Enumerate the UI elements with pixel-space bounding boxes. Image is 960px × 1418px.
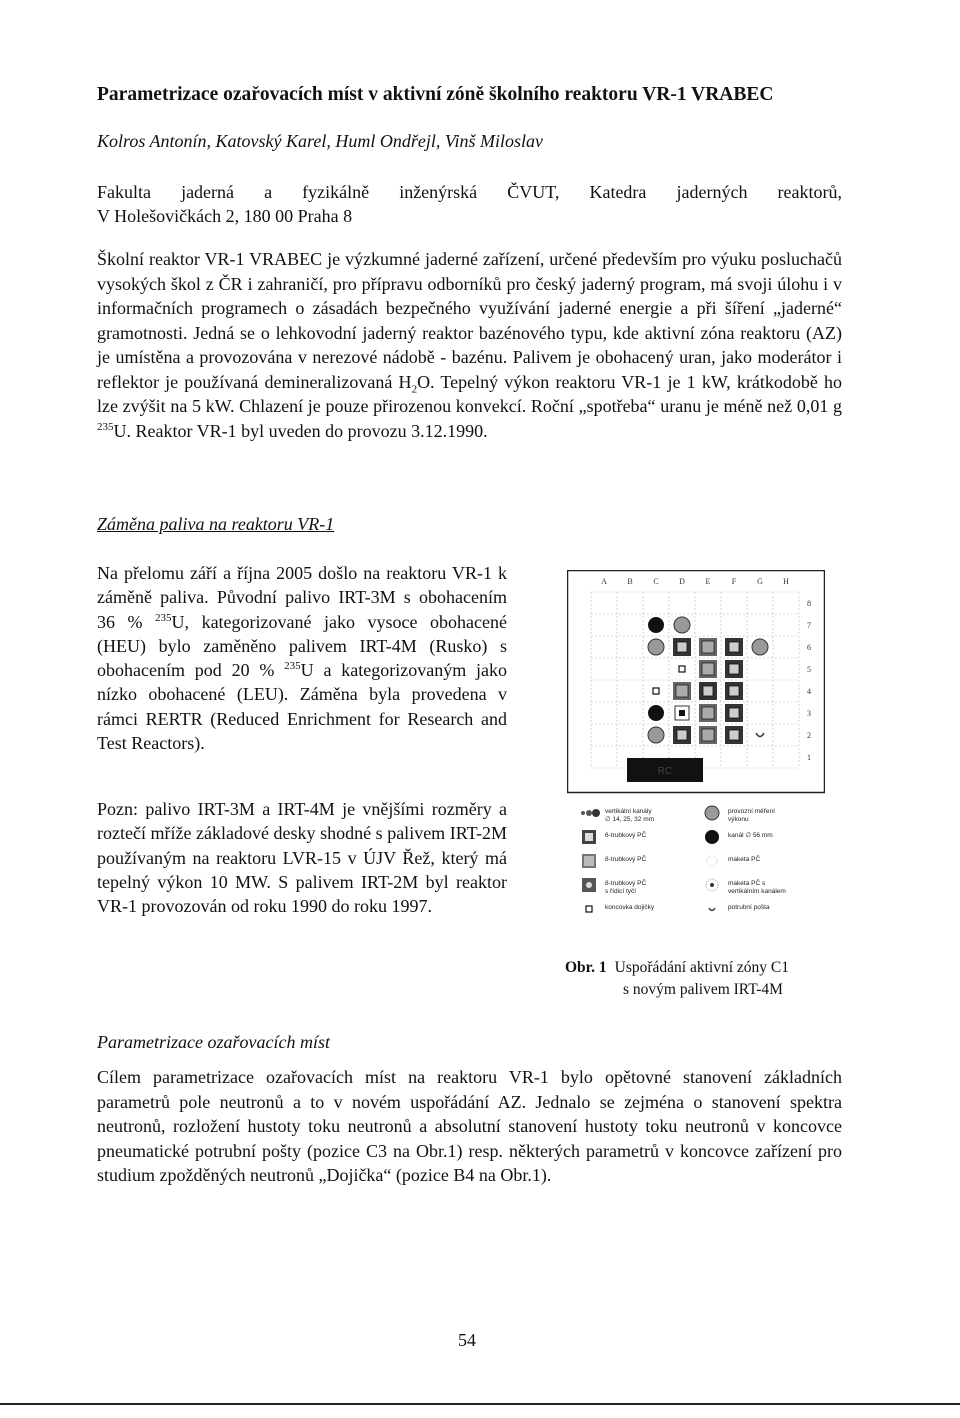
fuel-6tube-icon [582, 830, 596, 844]
core-cell-fuel6 [673, 638, 691, 656]
legend-text: provozní měření [728, 808, 775, 815]
core-cell-fuel8 [699, 638, 717, 656]
footer-rule [0, 1403, 960, 1405]
core-cell-fuel6 [699, 682, 717, 700]
core-layout-figure [567, 570, 825, 940]
column-label: H [783, 577, 789, 586]
legend-text: 6-trubkový PČ [605, 832, 647, 839]
column-label: G [757, 577, 763, 586]
affiliation-line-1 [97, 180, 842, 204]
affiliation-word: fyzikálně [302, 182, 370, 202]
legend-text: maketa PČ s [728, 880, 766, 887]
legend-text: 8-trubkový PČ [605, 856, 647, 863]
affiliation-word: a [264, 182, 273, 202]
column-label: C [653, 577, 659, 586]
core-cell-small [679, 666, 685, 672]
legend-text: koncovka dojičky [605, 904, 655, 911]
affiliation-line-2: V Holešovičkách 2, 180 00 Praha 8 [97, 206, 353, 226]
page-number: 54 [458, 1330, 476, 1350]
core-cell-fuel8 [673, 682, 691, 700]
row-label: 3 [807, 709, 811, 718]
core-cell-fuel8 [699, 660, 717, 678]
core-cell-small [653, 688, 659, 694]
row-label: 8 [807, 599, 811, 608]
legend-text: vertikálním kanálem [728, 888, 786, 895]
row-label: 2 [807, 731, 811, 740]
affiliation-word: jaderných [676, 182, 748, 202]
column-label: B [627, 577, 633, 586]
caption-label: Obr. 1 [565, 959, 607, 976]
affiliation-word: Fakulta [97, 182, 151, 202]
affiliation-word: ČVUT, [507, 182, 560, 202]
core-cell-grey-dot [648, 727, 664, 743]
affiliation-word: reaktorů, [777, 182, 842, 202]
affiliation-word: jaderná [181, 182, 235, 202]
legend-text: maketa PČ [728, 856, 761, 863]
detector-channel-icon [705, 806, 719, 820]
row-label: 4 [807, 687, 811, 696]
legend-text: s řídicí tyčí [605, 888, 637, 895]
core-cell-grey-dot [752, 639, 768, 655]
affiliation-word: Katedra [589, 182, 647, 202]
section-heading-fuel-change: Záměna paliva na reaktoru VR-1 [97, 514, 335, 534]
affiliation-word: inženýrská [399, 182, 478, 202]
fuel-8tube-icon [582, 854, 596, 868]
core-cell-fuel6 [725, 660, 743, 678]
vertical-channel-icon [581, 809, 600, 817]
author-list: Kolros Antonín, Katovský Karel, Huml Ondřejl, Vinš Miloslav [97, 131, 543, 151]
affiliation [97, 180, 842, 228]
core-cell-fuel6 [725, 704, 743, 722]
core-cell-small-black [675, 706, 689, 720]
channel-56-icon [705, 830, 719, 844]
fuel-control-icon [582, 878, 596, 892]
paper-title: Parametrizace ozařovacích míst v aktivní zóně školního reaktoru VR-1 VRABEC [97, 84, 774, 105]
column-label: D [679, 577, 685, 586]
figure-caption [565, 957, 855, 1001]
core-cell-fuel8 [699, 726, 717, 744]
core-cell-fuel8 [699, 704, 717, 722]
core-cell-fuel6 [725, 726, 743, 744]
pneumatic-post-icon [709, 908, 715, 911]
core-cell-fuel6 [673, 726, 691, 744]
note-paragraph: Pozn: palivo IRT-3M a IRT-4M je vnějšími rozměry a roztečí mříže základové desky shodné s palivem IRT-2M používaným na reaktoru LVR-15 v ÚJV Řež, který má tepelný výkon 10 MW. S palivem IRT-2M byl reaktor VR-1 provozován od roku 1990 do roku 1997. [97, 799, 507, 917]
core-cell-grey-dot [674, 617, 690, 633]
row-label: 5 [807, 665, 811, 674]
parametrization-paragraph: Cílem parametrizace ozařovacích míst na reaktoru VR-1 bylo opětovné stanovení základních parametrů pole neutronů a to v novém uspořádání AZ. Jednalo se zejména o stanovení spektra neutronů, rozložení hustoty toku neutronů a absolutní stanovení hustoty toku neutronů v koncovce pneumatické potrubní pošty (pozice C3 na Obr.1) resp. některých parametrů v koncovce zařízení pro studium zpožděných neutronů „Dojička“ (pozice B4 na Obr.1). [97, 1067, 842, 1185]
core-cell-fuel6 [725, 682, 743, 700]
legend-text: potrubní pošta [728, 904, 770, 911]
legend-text: 8-trubkový PČ [605, 880, 647, 887]
caption-text-1: Uspořádání aktivní zóny C1 [614, 959, 789, 976]
core-cell-black-dot [648, 705, 664, 721]
dojicka-icon [586, 906, 592, 912]
dummy-icon [707, 856, 717, 866]
column-label: F [731, 577, 737, 586]
row-label: 1 [807, 753, 811, 762]
legend-text: ∅ 14, 25, 32 mm [605, 816, 655, 823]
row-label: 7 [807, 621, 811, 630]
core-cell-grey-dot [648, 639, 664, 655]
intro-paragraph: Školní reaktor VR-1 VRABEC je výzkumné jaderné zařízení, určené především pro výuku posluchačů vysokých škol z ČR i zahraničí, pro přípravu odborníků pro český jaderný program, má svoji úlohu i v informačních programech o zásadách bezpečného využívání jaderné energie a při šíření „jaderné“ gramotnosti. Jedná se o lehkovodní jaderný reaktor bazénového typu, kde aktivní zóna reaktoru (AZ) je umístěna a provozována v nerezové nádobě - bazénu. Palivem je obohacený uran, jako moderátor i reflektor je používaná demineralizovaná $H_2O$. Tepelný výkon reaktoru VR-1 je 1 kW, krátkodobě ho lze zvýšit na 5 kW. Chlazení je pouze přirozenou konvekcí. Roční „spotřeba“ uranu je méně než 0,01 g $^{235}$U. Reaktor VR-1 byl uveden do provozu 3.12.1990. [97, 249, 842, 441]
legend-text: vertikální kanály [605, 808, 652, 815]
dummy-vertical-icon [706, 879, 718, 891]
section-heading-parametrization: Parametrizace ozařovacích míst [97, 1032, 330, 1052]
core-cell-black-dot [648, 617, 664, 633]
legend-text: výkonu [728, 816, 749, 823]
column-label: A [601, 577, 607, 586]
legend-text: kanál ∅ 56 mm [728, 832, 773, 839]
caption-text-2: s novým palivem IRT-4M [623, 981, 783, 998]
row-label: 6 [807, 643, 811, 652]
core-cell-fuel6 [725, 638, 743, 656]
column-label: E [705, 577, 711, 586]
core-label: RC [657, 766, 673, 777]
fuel-change-paragraph: Na přelomu září a října 2005 došlo na reaktoru VR-1 k záměně paliva. Původní palivo IRT-3M s obohacením 36 % $^{235}$U, kategorizované jako vysoce obohacené (HEU) bylo zaměněno palivem IRT-4M (Rusko) s obohacením pod 20 % $^{235}$U a kategorizovaným jako nízko obohacené (LEU). Záměna byla provedena v rámci RERTR (Reduced Enrichment for Research and Test Reactors). [97, 563, 508, 754]
